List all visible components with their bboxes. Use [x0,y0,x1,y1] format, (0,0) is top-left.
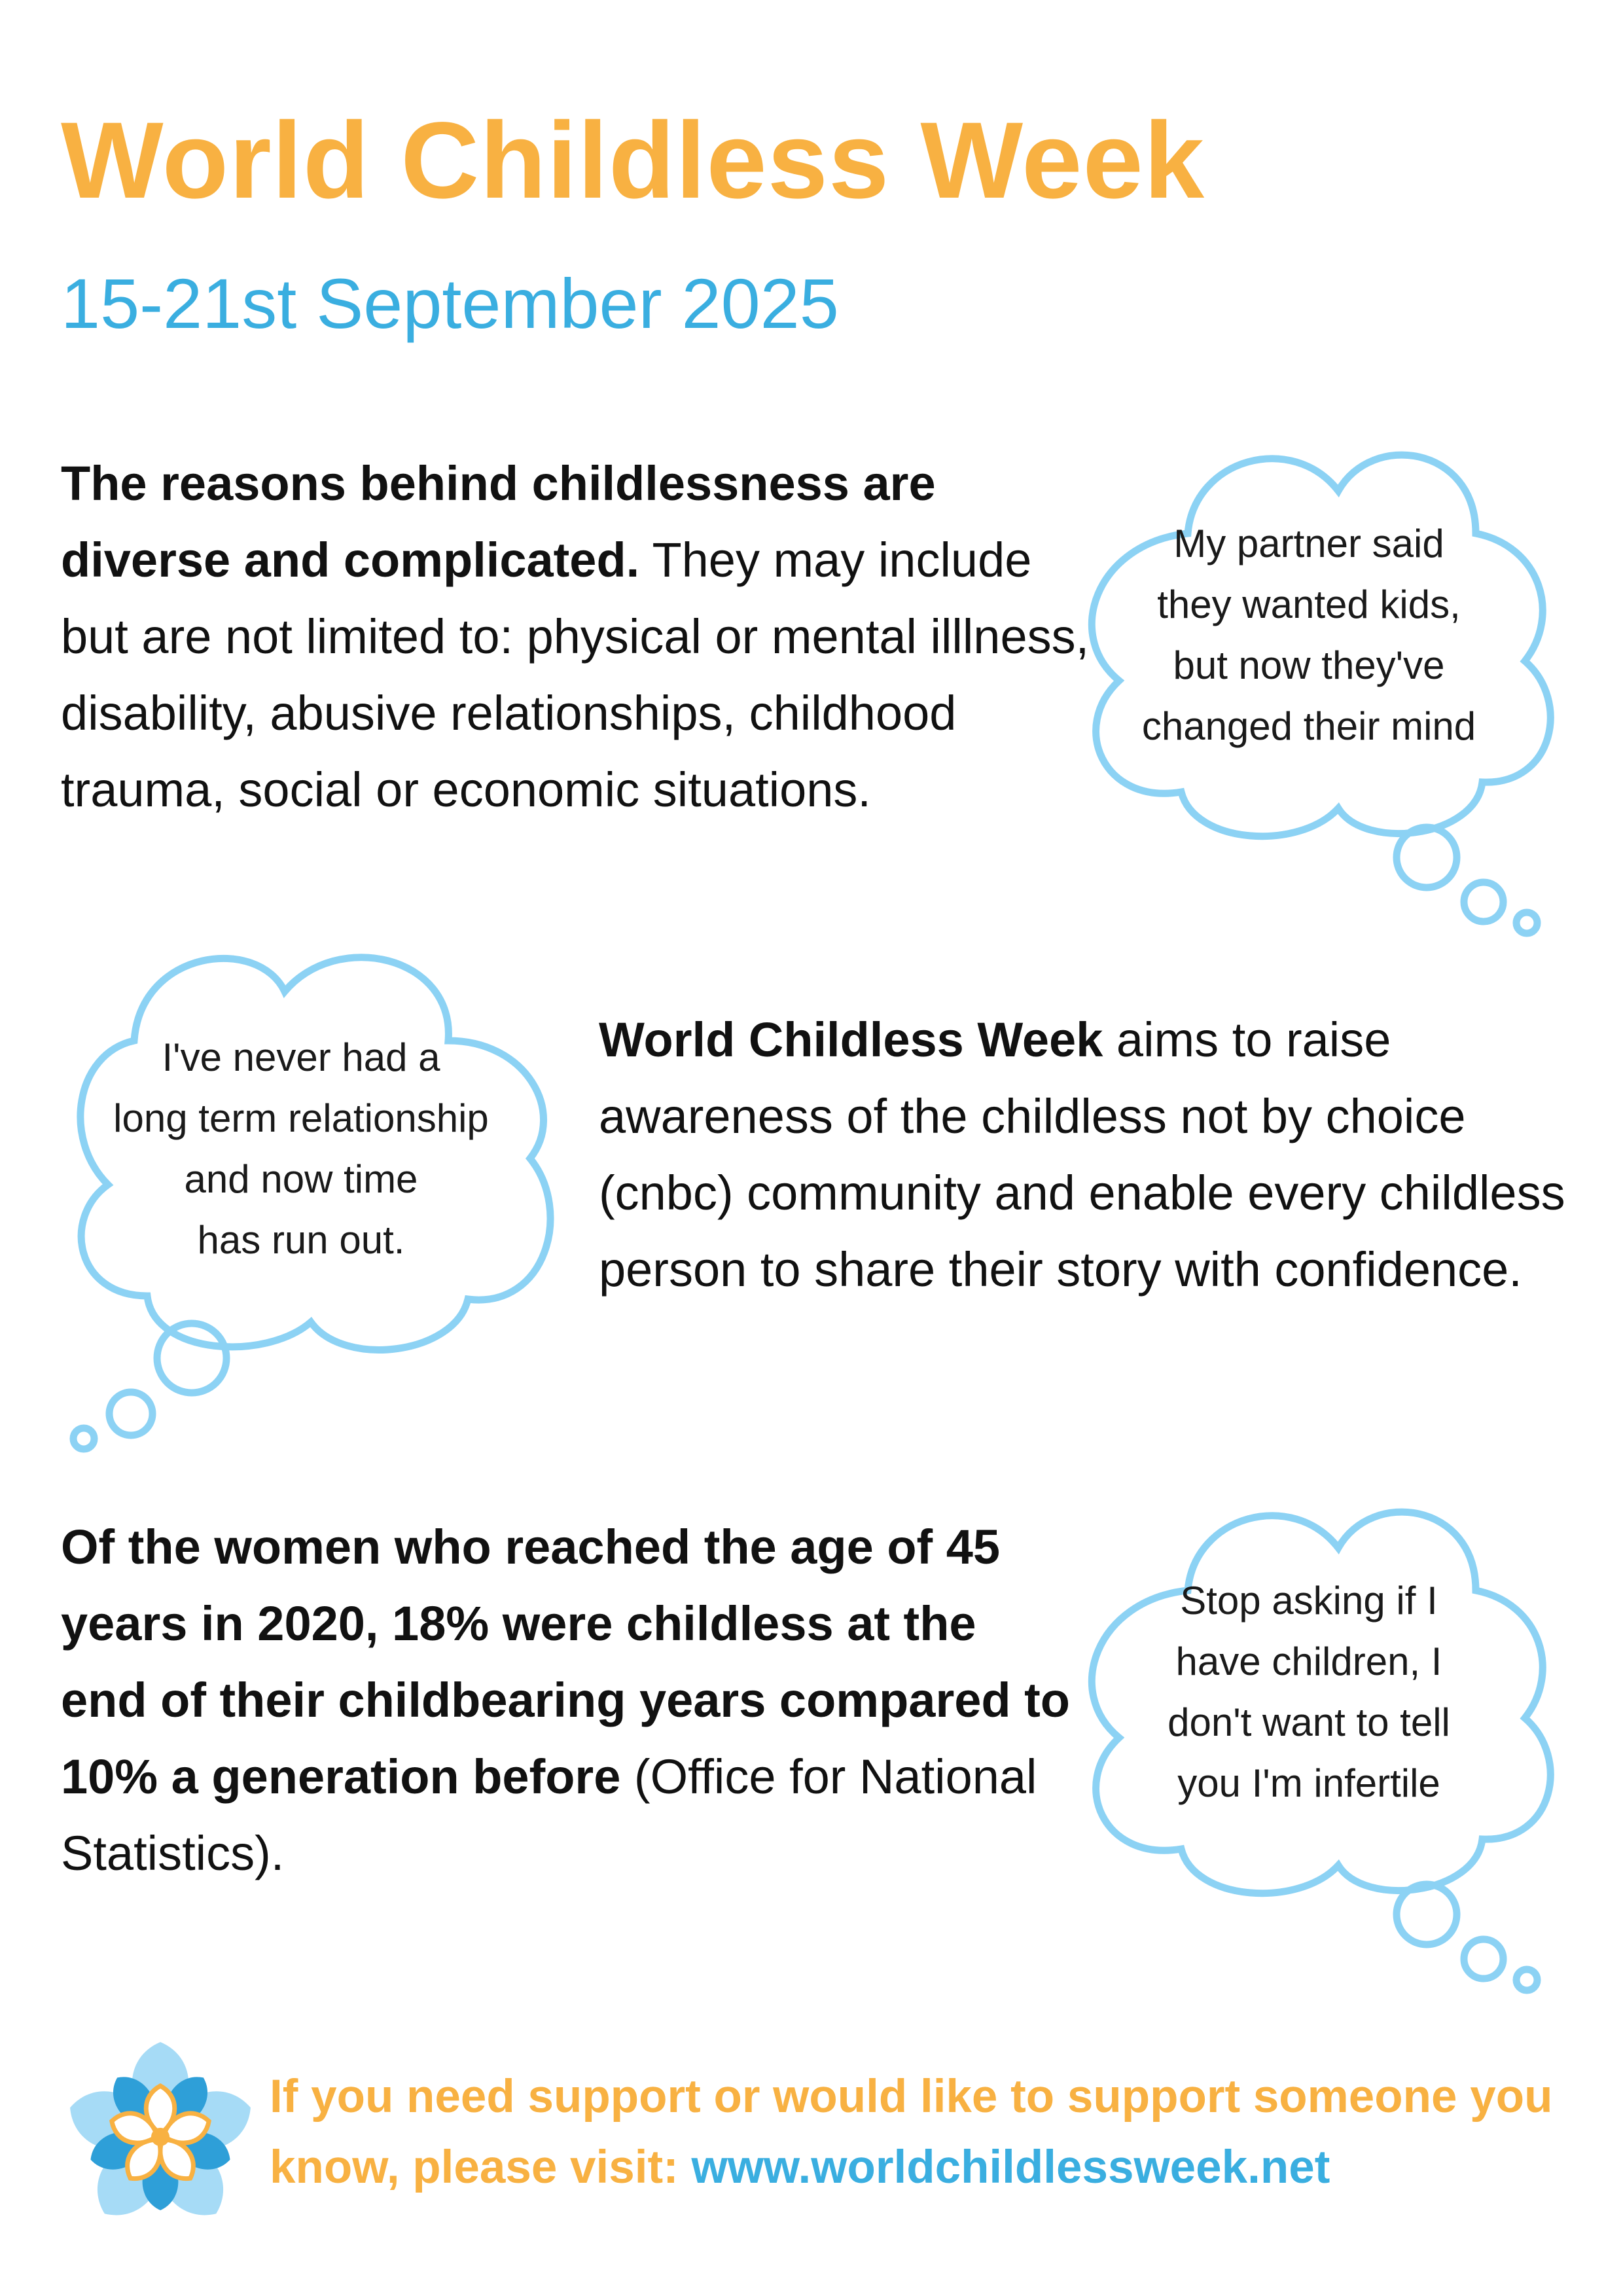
page-title: World Childless Week [61,100,1205,221]
flower-logo-icon [62,2039,259,2238]
bubble-partner-text: My partner said they wanted kids, but now they've changed their mind [1141,522,1476,748]
support-text: If you need support or would like to support someone you know, please visit: [270,2071,1553,2193]
reasons-paragraph [61,445,1108,828]
event-dates: 15-21st September 2025 [61,264,839,343]
statistics-paragraph [61,1509,1075,1892]
reasons-text: They may include but are not limited to: physical or mental illlness, disability, abusive relationships, childhood trauma, social or economic situations. [61,533,1090,817]
mission-paragraph [599,1001,1594,1308]
website-link[interactable]: www.worldchildlessweek.net [691,2142,1330,2193]
reasons-heading: The reasons behind childlessness are diverse and complicated. [61,456,936,587]
statistics-source: (Office for National Statistics). [61,1749,1037,1880]
mission-text: aims to raise awareness of the childless not by choice (cnbc) community and enable every childless person to share their story with confidence. [599,1013,1565,1297]
thought-bubble-relationship [62,929,573,1466]
thought-bubble-partner [1057,419,1567,942]
support-footer [270,2062,1611,2203]
thought-bubble-infertile [1057,1476,1567,2000]
mission-heading: World Childless Week [599,1013,1103,1067]
bubble-infertile-text: Stop asking if I have children, I don't want to tell you I'm infertile [1168,1579,1450,1805]
statistics-heading: Of the women who reached the age of 45 years in 2020, 18% were childless at the end of their childbearing years compared to 10% a generation before [61,1520,1071,1804]
bubble-relationship-text: I've never had a long term relationship and now time has run out. [113,1035,489,1262]
